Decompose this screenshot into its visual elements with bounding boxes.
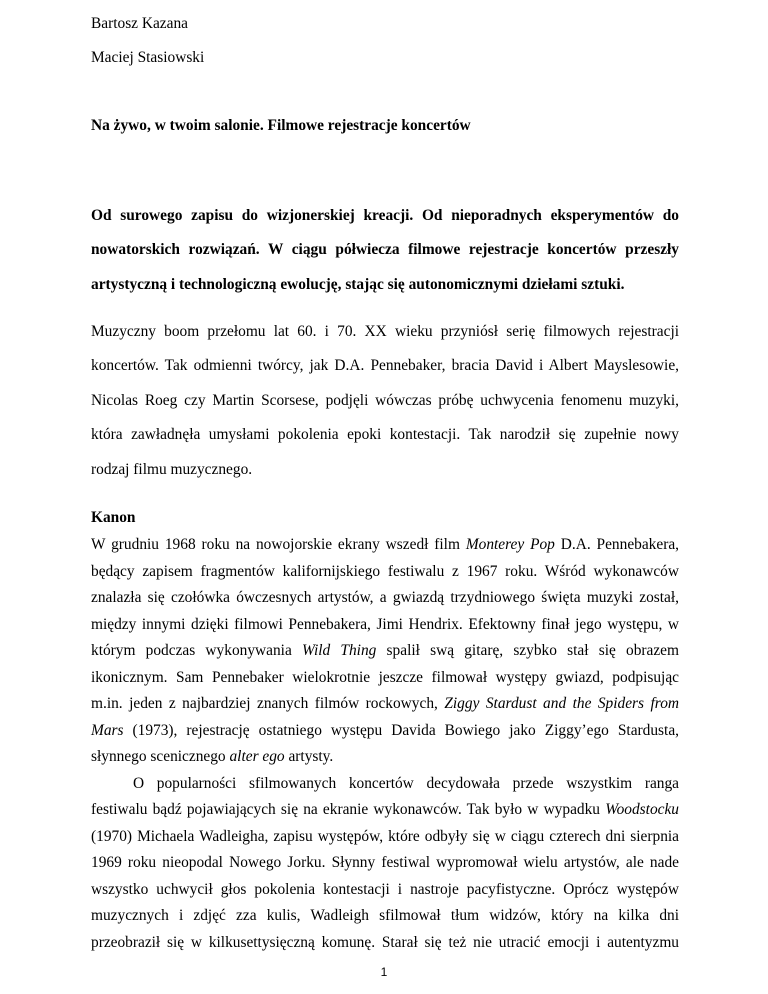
- intro-line: rodzaj filmu muzycznego.: [91, 461, 253, 478]
- page-number: 1: [380, 965, 388, 979]
- lead-line: artystyczną i technologiczną ewolucję, stając się autonomicznymi dziełami sztuki.: [91, 276, 625, 293]
- body-line: m.in. jeden z najbardziej znanych filmów rockowych, Ziggy Stardust and the Spiders from: [91, 695, 679, 712]
- author-name: Maciej Stasiowski: [91, 49, 205, 66]
- body-line: będący zapisem fragmentów kalifornijskiego festiwalu z 1967 roku. Wśród wykonawców: [91, 563, 679, 580]
- lead-line: nowatorskich rozwiązań. W ciągu półwiecza filmowe rejestracje koncertów przeszły: [91, 241, 679, 258]
- lead-line: Od surowego zapisu do wizjonerskiej kreacji. Od nieporadnych eksperymentów do: [91, 207, 679, 224]
- body-line: wszystko uchwycił głos pokolenia kontestacji i nastroje pacyfistyczne. Oprócz występów: [91, 881, 679, 898]
- body-line: 1969 roku nieopodal Nowego Jorku. Słynny festiwal wypromował wielu artystów, ale nade: [91, 854, 679, 871]
- body-line: W grudniu 1968 roku na nowojorskie ekrany wszedł film Monterey Pop D.A. Pennebakera,: [91, 536, 680, 553]
- body-line: (1970) Michaela Wadleigha, zapisu występów, które odbyły się w ciągu czterech dni sierpnia: [91, 828, 679, 845]
- body-line: słynnego scenicznego alter ego artysty.: [91, 748, 334, 765]
- body-line: między innymi dzięki filmowi Pennebakera, Jimi Hendrix. Efektowny finał jego występu, w: [91, 616, 679, 633]
- body-line: którym podczas wykonywania Wild Thing spalił swą gitarę, szybko stał się obrazem: [91, 642, 679, 659]
- body-line: O popularności sfilmowanych koncertów decydowała przede wszystkim ranga: [133, 775, 679, 792]
- intro-line: Muzyczny boom przełomu lat 60. i 70. XX wieku przyniósł serię filmowych rejestracji: [91, 323, 679, 340]
- body-line: muzycznych i zdjęć zza kulis, Wadleigh sfilmował tłum widzów, który na kilka dni: [91, 907, 679, 924]
- body-line: przeobraził się w kilkusettysięczną komunę. Starał się też nie utracić emocji i autentyzmu: [91, 934, 679, 951]
- body-line: Mars (1973), rejestrację ostatniego występu Davida Bowiego jako Ziggy’ego Stardusta,: [91, 722, 679, 739]
- body-line: ikonicznym. Sam Pennebaker wielokrotnie jeszcze filmował występy gwiazd, podpisując: [91, 669, 679, 686]
- body-line: znalazła się czołówka ówczesnych artystów, a gwiazdą trzydniowego święta muzyki został,: [91, 589, 679, 606]
- intro-line: Nicolas Roeg czy Martin Scorsese, podjęli wówczas próbę uchwycenia fenomenu muzyki,: [91, 392, 679, 409]
- article-title: Na żywo, w twoim salonie. Filmowe rejestracje koncertów: [91, 117, 471, 134]
- intro-line: koncertów. Tak odmienni twórcy, jak D.A. Pennebaker, bracia David i Albert Mayslesowie,: [91, 357, 679, 374]
- intro-line: która zawładnęła umysłami pokolenia epoki kontestacji. Tak narodził się zupełnie nowy: [91, 426, 679, 443]
- section-heading: Kanon: [91, 509, 136, 526]
- body-line: festiwalu bądź pojawiających się na ekranie wykonawców. Tak było w wypadku Woodstocku: [91, 801, 679, 818]
- author-name: Bartosz Kazana: [91, 15, 188, 32]
